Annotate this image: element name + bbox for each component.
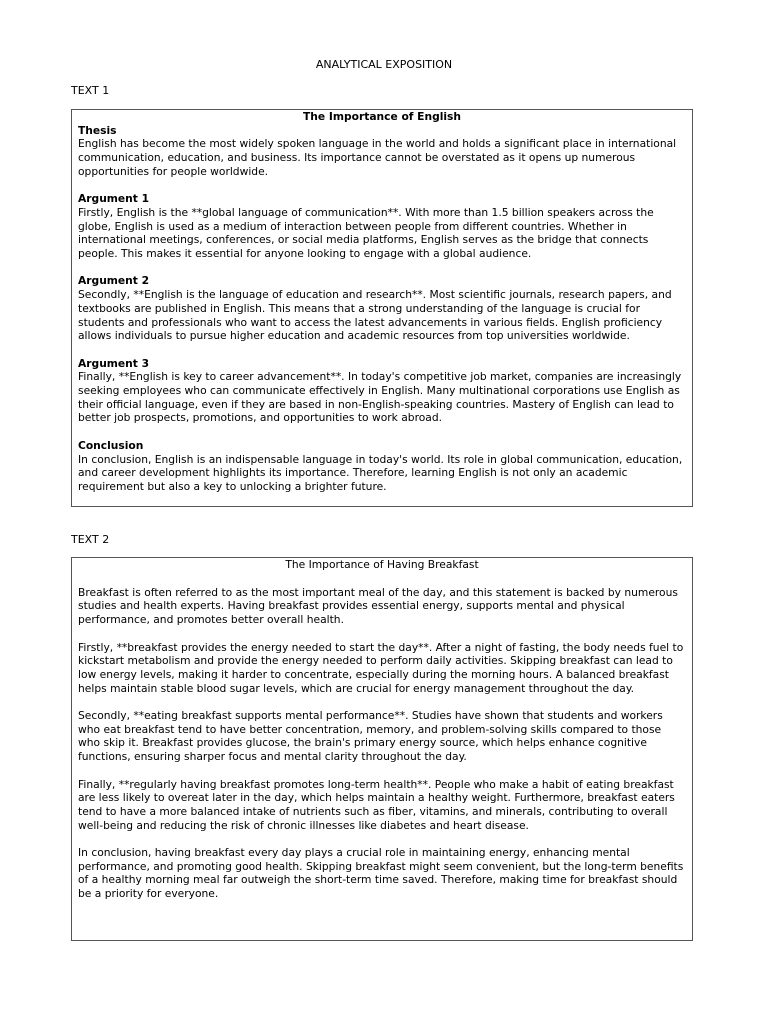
section-body: Finally, **English is key to career advancement**. In today's competitive job market, companies are increasingly seeking employees who can communicate effectively in English. Many multinational corporations use English as their official language, even if they are based in non-English-speaking countries. Mastery of English can lead to better job prospects, promotions, and opportunities to work abroad.: [78, 370, 682, 425]
conclusion-section: [78, 439, 686, 494]
section-heading: Conclusion: [78, 438, 144, 452]
paragraph: Secondly, **eating breakfast supports mental performance**. Studies have shown that students and workers who eat breakfast tend to have better concentration, memory, and problem-solving skills compared to those who skip it. Breakfast provides glucose, the brain's primary energy source, which helps enhance cognitive functions, ensuring sharper focus and mental clarity throughout the day.: [78, 709, 663, 764]
paragraph: Firstly, **breakfast provides the energy needed to start the day**. After a night of fasting, the body needs fuel to kickstart metabolism and provide the energy needed to perform daily activities. Skipping breakfast can lead to low energy levels, making it harder to concentrate, especially during the morning hours. A balanced breakfast helps maintain stable blood sugar levels, which are crucial for energy management throughout the day.: [78, 640, 684, 695]
section-heading: Argument 2: [78, 274, 150, 288]
argument-3-section: [78, 357, 686, 426]
text1-label: TEXT 1: [71, 84, 110, 97]
page-title: ANALYTICAL EXPOSITION: [315, 58, 453, 71]
section-body: English has become the most widely spoken language in the world and holds a significant place in international communication, education, and business. Its importance cannot be overstated as it opens up numerous opportunities for people worldwide.: [78, 137, 677, 178]
section-heading: Argument 1: [78, 192, 150, 206]
text2-title: The Importance of Having Breakfast: [285, 558, 479, 571]
thesis-section: [78, 124, 686, 179]
paragraph: Breakfast is often referred to as the most important meal of the day, and this statement is backed by numerous studies and health experts. Having breakfast provides essential energy, supports mental and physical performance, and promotes better overall health.: [78, 585, 678, 627]
text1-title: The Importance of English: [302, 110, 462, 123]
argument-1-section: [78, 192, 686, 261]
section-heading: Thesis: [78, 123, 117, 137]
section-body: Secondly, **English is the language of education and research**. Most scientific journals, research papers, and textbooks are published in English. This means that a strong understanding of the language is crucial for students and professionals who want to access the latest advancements in various fields. English proficiency allows individuals to pursue higher education and academic resources from top universities worldwide.: [78, 288, 672, 343]
text1-box: [71, 109, 693, 507]
argument-2-section: [78, 274, 686, 343]
section-body: In conclusion, English is an indispensable language in today's world. Its role in global communication, education, and career development highlights its importance. Therefore, learning English is not only an academic requirement but also a key to unlocking a brighter future.: [78, 452, 683, 493]
section-body: Firstly, English is the **global language of communication**. With more than 1.5 billion speakers across the globe, English is used as a medium of interaction between people from different countries. Whether in international meetings, conferences, or social media platforms, English serves as the bridge that connects people. This makes it essential for anyone looking to engage with a global audience.: [78, 205, 654, 261]
text2-box: [71, 557, 693, 941]
text2-label: TEXT 2: [71, 533, 110, 546]
section-heading: Argument 3: [78, 356, 150, 370]
paragraph: Finally, **regularly having breakfast promotes long-term health**. People who make a habit of eating breakfast are less likely to overeat later in the day, which helps maintain a healthy weight. Furthermore, breakfast eaters tend to have a more balanced intake of nutrients such as fiber, vitamins, and minerals, contributing to overall well-being and reducing the risk of chronic illnesses like diabetes and heart disease.: [78, 777, 675, 832]
paragraph: In conclusion, having breakfast every day plays a crucial role in maintaining energy, enhancing mental performance, and promoting good health. Skipping breakfast might seem convenient, but the long-term benefits of a healthy morning meal far outweigh the short-term time saved. Therefore, making time for breakfast should be a priority for everyone.: [78, 846, 684, 901]
